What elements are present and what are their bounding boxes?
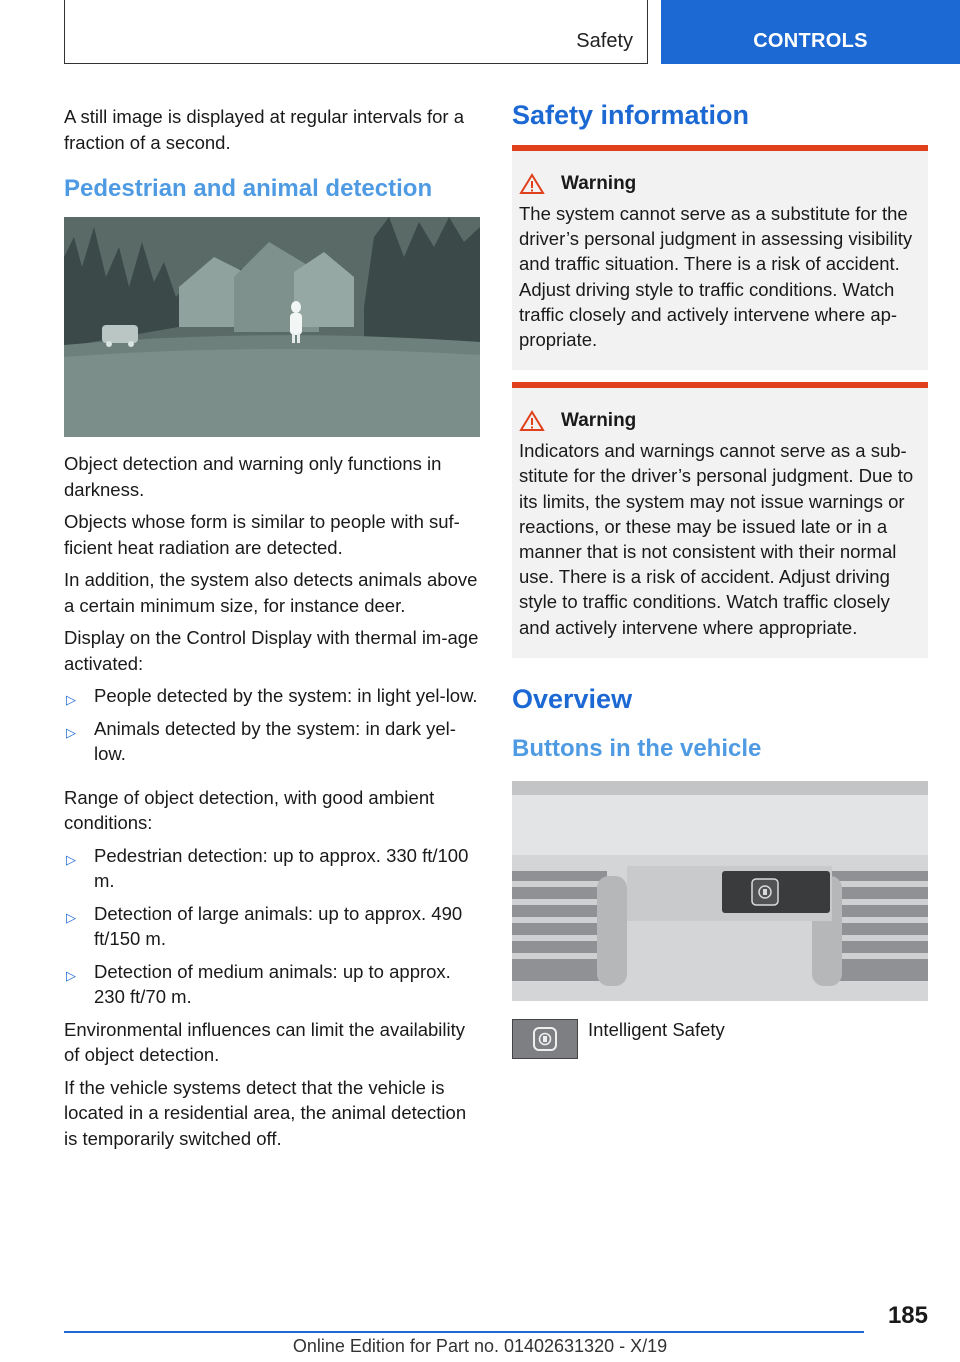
safety-information-heading: Safety information	[512, 100, 750, 130]
left-column	[64, 104, 480, 1158]
list-item: ▷ Animals detected by the system: in dark yel-low.	[66, 717, 456, 764]
paragraph-heat-radiation: Objects whose form is similar to people with suf-ficient heat radiation are detected.	[64, 511, 460, 558]
right-column	[512, 100, 928, 1059]
footer-edition: Online Edition for Part no. 01402631320 - X/19	[292, 1336, 668, 1356]
triangle-right-icon: ▷	[66, 967, 76, 983]
header-section-title: Safety	[576, 30, 633, 52]
warning-title: Warning	[519, 173, 922, 195]
paragraph-animals: In addition, the system also detects animals above a certain minimum size, for instance deer.	[64, 569, 478, 616]
header-section-box	[64, 0, 648, 64]
warning-box	[512, 382, 928, 658]
intelligent-safety-row	[512, 1019, 928, 1059]
thermal-image	[64, 217, 480, 437]
triangle-right-icon: ▷	[66, 851, 76, 867]
intro-paragraph: A still image is displayed at regular intervals for a fraction of a second.	[64, 106, 464, 153]
overview-heading: Overview	[512, 683, 633, 714]
paragraph-darkness: Object detection and warning only functions in darkness.	[64, 453, 442, 500]
paragraph-range: Range of object detection, with good ambient conditions:	[64, 786, 435, 833]
paragraph-display: Display on the Control Display with thermal im-age activated:	[64, 627, 479, 674]
triangle-right-icon: ▷	[66, 692, 76, 707]
pedestrian-animal-heading: Pedestrian and animal detection	[64, 175, 433, 202]
footer-divider	[64, 1331, 864, 1333]
paragraph-environment: Environmental influences can limit the availability of object detection.	[64, 1018, 466, 1065]
triangle-right-icon: ▷	[66, 909, 76, 925]
list-item: ▷ Detection of large animals: up to approx. 490 ft/150 m.	[66, 902, 463, 949]
warning-box	[512, 145, 928, 370]
intelligent-safety-icon	[532, 1026, 558, 1052]
intelligent-safety-button	[512, 1019, 578, 1059]
detection-color-list	[64, 683, 480, 767]
detection-range-list	[64, 843, 480, 1010]
warning-text: Indicators and warnings cannot serve as a sub-stitute for the driver’s personal judgment. Due to its limits, the system may not issue warnings or reactions, or these may be issued late or in a manner that is not consistent with their normal use. There is a risk of accident. Adjust driving style to traffic conditions. Watch traffic closely and actively intervene where appropriate.	[519, 440, 914, 638]
header-chapter-label: CONTROLS	[753, 30, 868, 52]
intelligent-safety-label: Intelligent Safety	[588, 1018, 725, 1040]
header-chapter-tab	[661, 0, 960, 64]
console-photo	[512, 781, 928, 1001]
list-item: ▷ People detected by the system: in light yel-low.	[64, 683, 480, 709]
triangle-right-icon: ▷	[66, 724, 76, 740]
list-item: ▷ Detection of medium animals: up to approx. 230 ft/70 m.	[66, 960, 451, 1007]
warning-triangle-icon	[519, 410, 545, 432]
warning-triangle-icon	[519, 173, 545, 195]
warning-title: Warning	[519, 410, 922, 432]
list-item: ▷ Pedestrian detection: up to approx. 330 ft/100 m.	[66, 844, 469, 891]
buttons-heading: Buttons in the vehicle	[512, 734, 762, 762]
warning-text: The system cannot serve as a substitute for the driver’s personal judgment in assessing visibility and traffic situation. There is a risk of accident. Adjust driving style to traffic conditions. Watch traffic closely and actively intervene where ap-propriate.	[519, 203, 913, 351]
paragraph-residential: If the vehicle systems detect that the vehicle is located in a residential area, the animal detection is temporarily switched off.	[64, 1076, 467, 1149]
page-number: 185	[887, 1302, 928, 1329]
